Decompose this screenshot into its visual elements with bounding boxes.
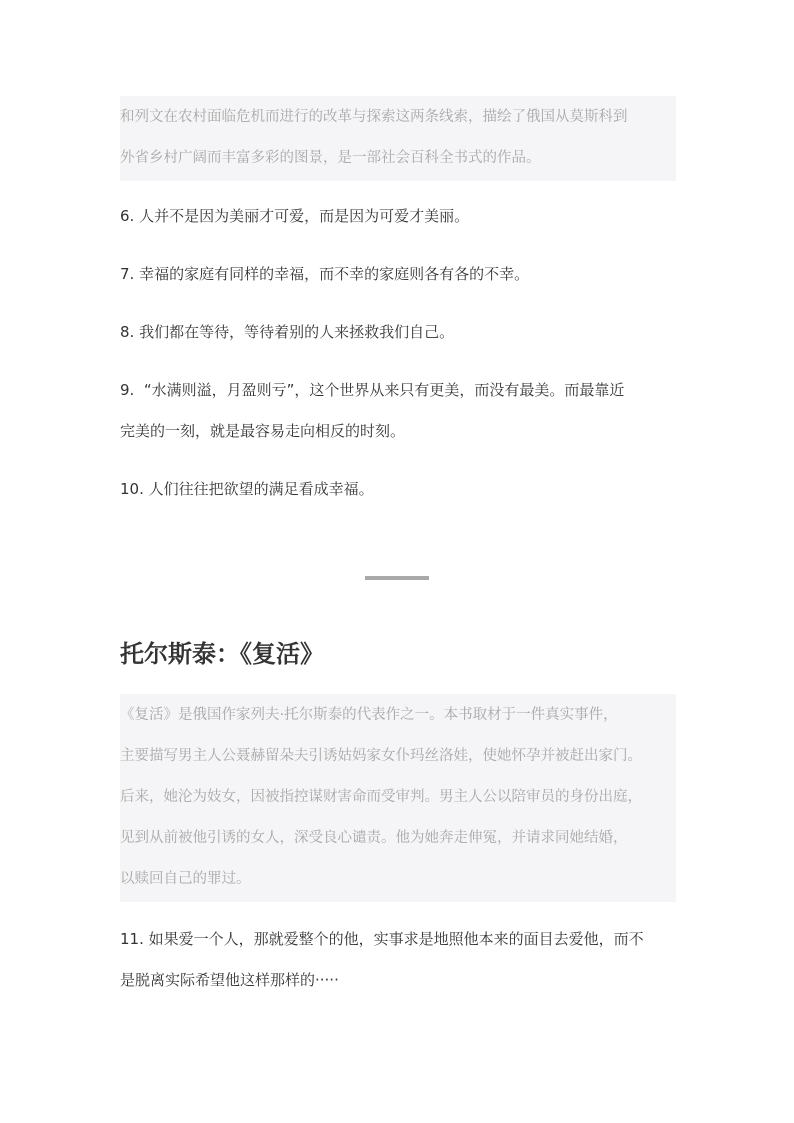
item-number: 6. xyxy=(120,207,135,225)
intro-quote-box xyxy=(120,96,676,181)
quote-line: 见到从前被他引诱的女人，深受良心谴责。他为她奔走伸冤，并请求同她结婚， xyxy=(120,830,628,846)
quote-line: 主要描写男主人公聂赫留朵夫引诱姑妈家女仆玛丝洛娃，使她怀孕并被赶出家门。 xyxy=(120,748,642,764)
section-quote-box xyxy=(120,694,676,902)
quote-line: 外省乡村广阔而丰富多彩的图景，是一部社会百科全书式的作品。 xyxy=(120,150,541,166)
item-number: 7. xyxy=(120,265,135,283)
item-number: 8. xyxy=(120,323,135,341)
item-text: 幸福的家庭有同样的幸福，而不幸的家庭则各有各的不幸。 xyxy=(139,265,530,283)
item-text: 人们往往把欲望的满足看成幸福。 xyxy=(148,480,374,498)
section-divider xyxy=(365,576,429,580)
list-item-7 xyxy=(120,254,676,295)
item-number: 11. xyxy=(120,930,144,948)
item-text: “水满则溢，月盈则亏”，这个世界从来只有更美，而没有最美。而最靠近 xyxy=(143,381,625,399)
item-number: 10. xyxy=(120,480,144,498)
item-text-continued: 是脱离实际希望他这样那样的····· xyxy=(120,971,339,989)
item-text: 人并不是因为美丽才可爱，而是因为可爱才美丽。 xyxy=(139,207,470,225)
item-text: 我们都在等待，等待着别的人来拯救我们自己。 xyxy=(139,323,455,341)
list-item-6 xyxy=(120,196,676,237)
quote-line: 后来，她沦为妓女，因被指控谋财害命而受审判。男主人公以陪审员的身份出庭， xyxy=(120,789,642,805)
item-text-continued: 完美的一刻，就是最容易走向相反的时刻。 xyxy=(120,422,406,440)
section-heading: 托尔斯泰：《复活》 xyxy=(120,640,324,668)
list-item-11 xyxy=(120,919,676,1001)
list-item-8 xyxy=(120,312,676,353)
item-text: 如果爱一个人，那就爱整个的他，实事求是地照他本来的面目去爱他，而不 xyxy=(148,930,644,948)
quote-line: 和列文在农村面临危机而进行的改革与探索这两条线索，描绘了俄国从莫斯科到 xyxy=(120,109,628,125)
quote-line: 《复活》是俄国作家列夫·托尔斯泰的代表作之一。本书取材于一件真实事件， xyxy=(120,707,618,723)
quote-line: 以赎回自己的罪过。 xyxy=(120,871,251,887)
list-item-9 xyxy=(120,370,676,452)
item-number: 9. xyxy=(120,381,135,399)
list-item-10 xyxy=(120,469,676,510)
